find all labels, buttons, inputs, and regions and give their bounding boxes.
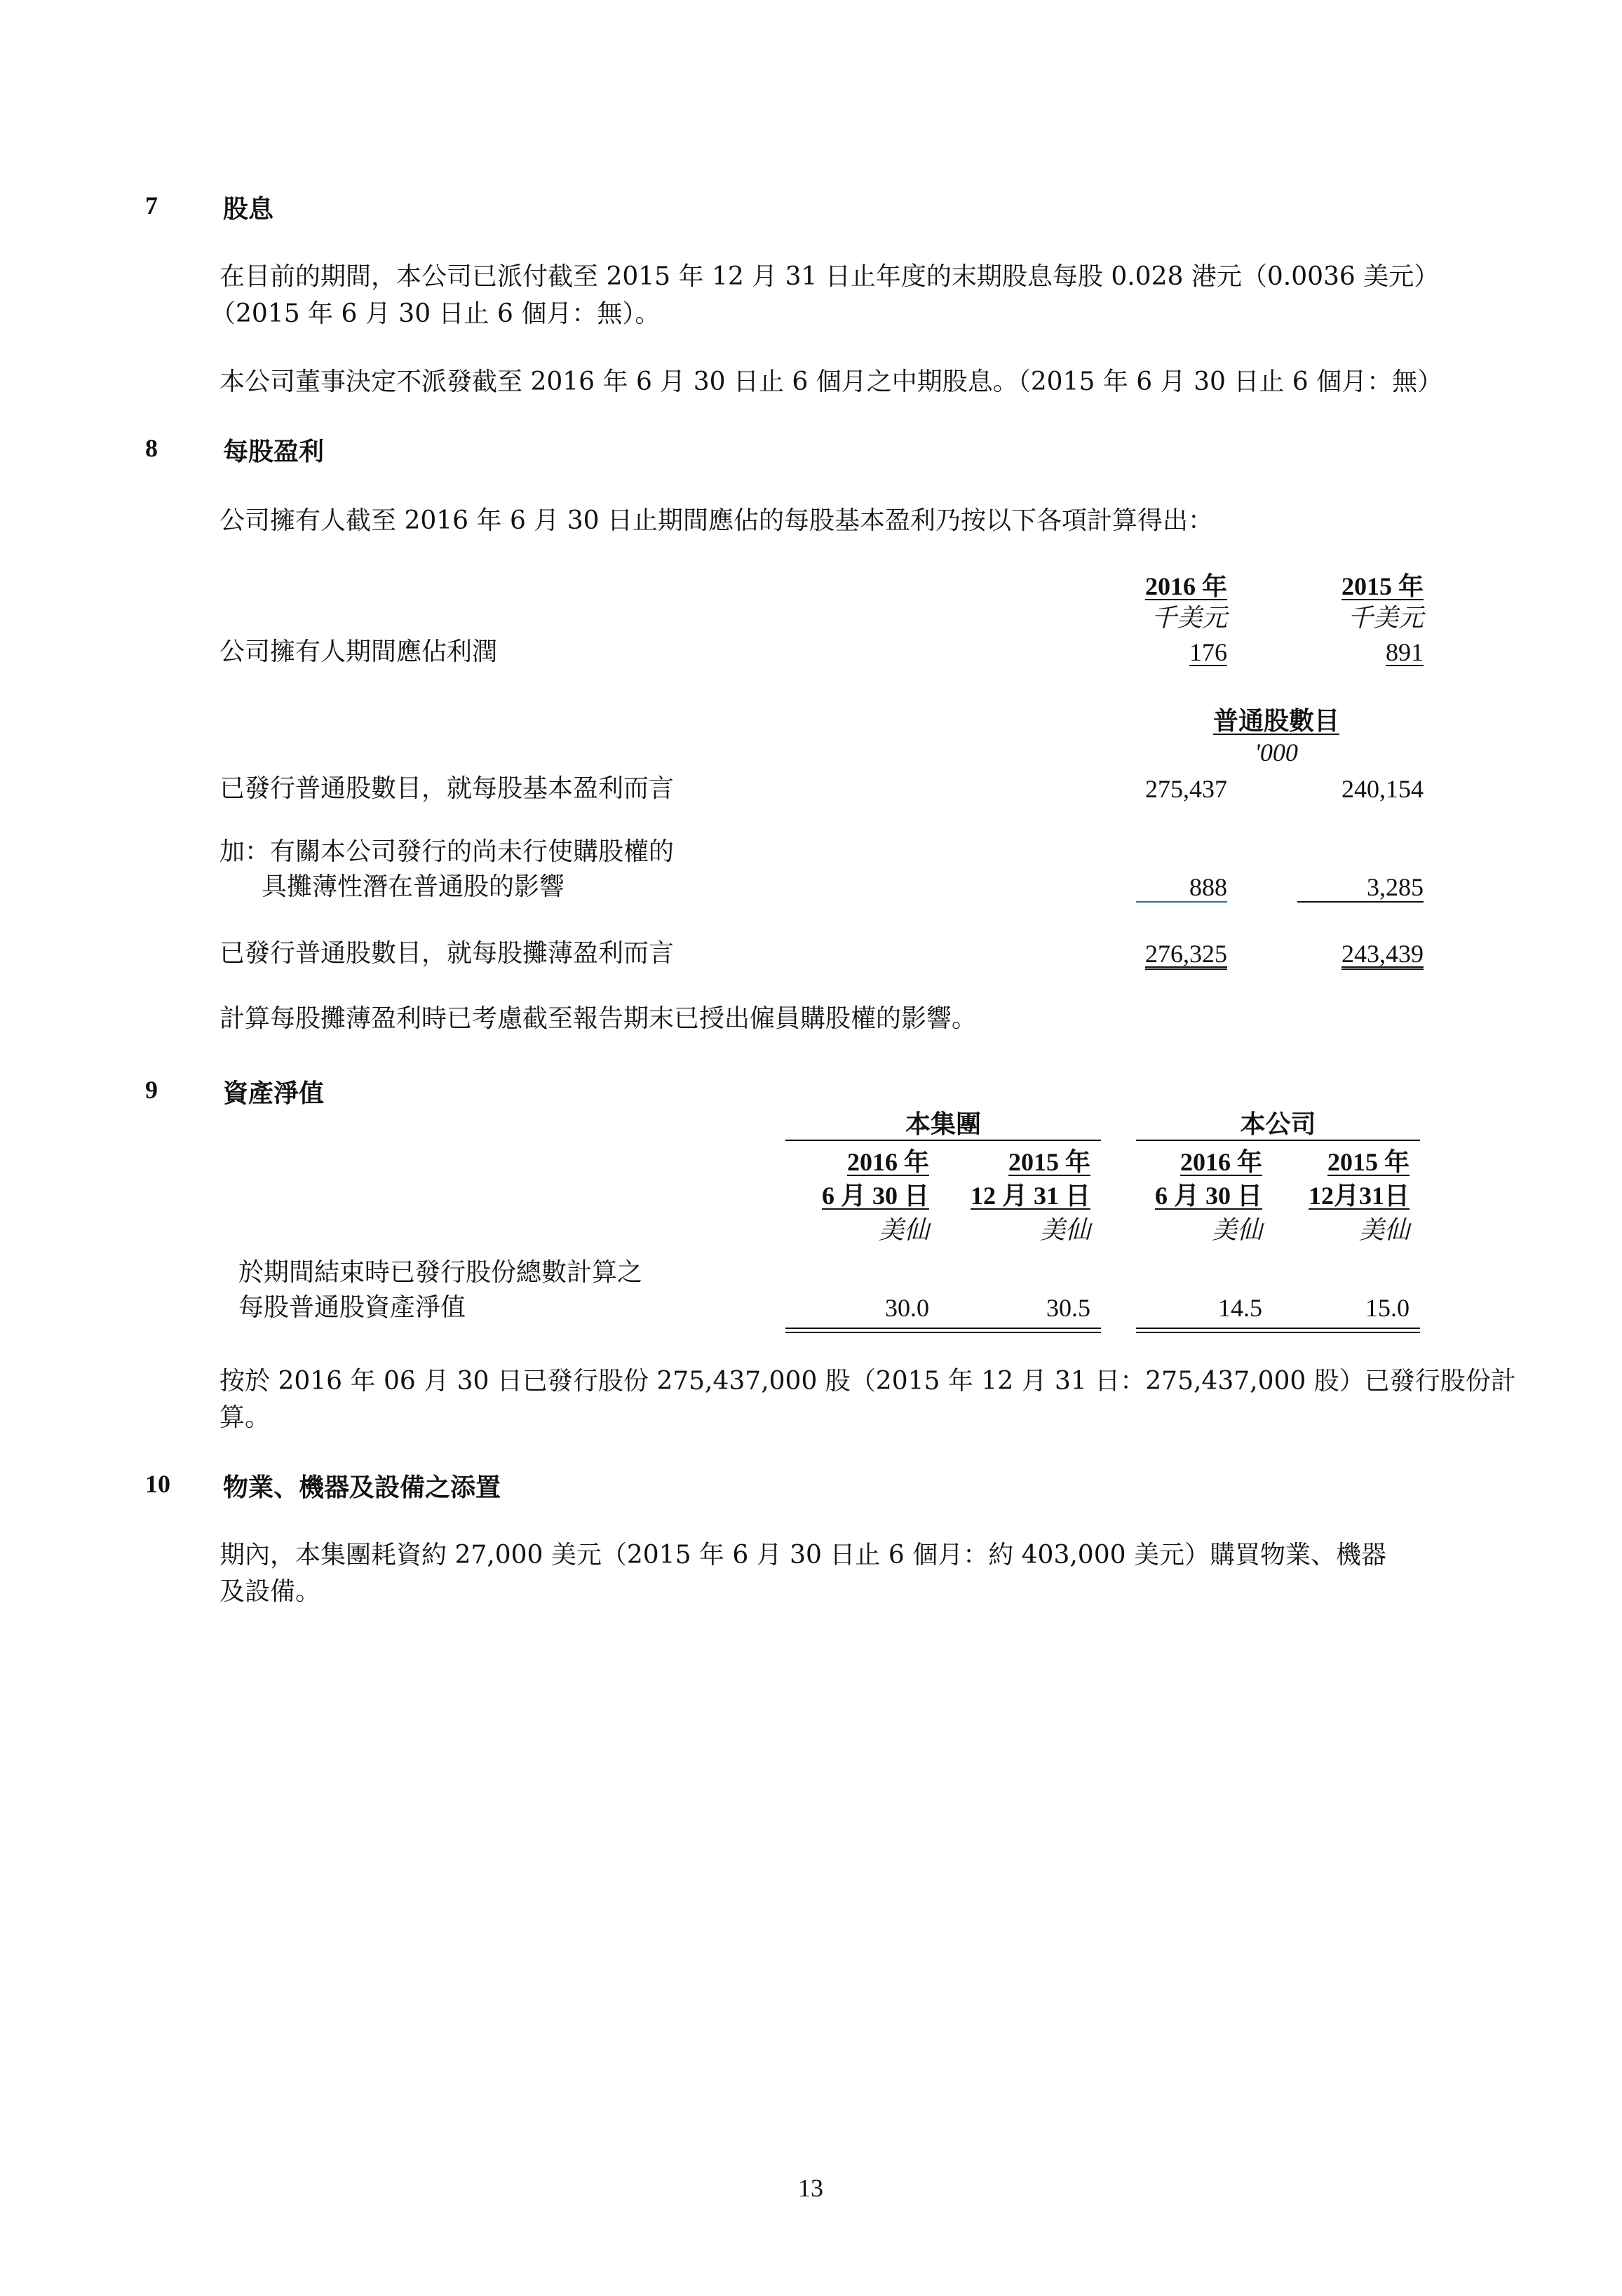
eps-col-2015-year: 2015 年 [1341,572,1424,600]
dilutive-effect-label-line-2: 具攤薄性潛在普通股的影響 [262,872,565,901]
section-8-title: 每股盈利 [223,437,325,466]
group-values-double-rule [785,1328,1101,1333]
basic-shares-2016: 275,437 [1145,775,1227,803]
basic-shares-2015: 240,154 [1341,775,1424,803]
eps-col-2016-unit: 千美元 [1151,604,1227,633]
shares-number-header: 普通股數目 [1212,706,1339,736]
section-7-paragraph-1-line-1: 在目前的期間，本公司已派付截至 2015 年 12 月 31 日止年度的末期股息每股 0.028 港元（0.0036 美元） [219,262,1440,291]
company-header-rule [1136,1140,1420,1141]
company-values-double-rule [1136,1328,1420,1333]
profit-2016-value: 176 [1189,638,1227,666]
section-7-title: 股息 [223,194,274,224]
nav-note-line-2: 算。 [219,1403,271,1432]
nav-col-2-date: 12 月 31 日 [970,1182,1090,1210]
section-7-paragraph-2: 本公司董事決定不派發截至 2016 年 6 月 30 日止 6 個月之中期股息。（2015 年 6 月 30 日止 6 個月：無） [219,367,1443,396]
section-8-number: 8 [145,434,158,462]
profit-2015-value: 891 [1386,638,1424,666]
nav-col-4-date: 12月31日 [1308,1182,1410,1210]
diluted-shares-2016: 276,325 [1145,940,1227,968]
dilutive-2015-underline [1297,901,1424,903]
section-10-number: 10 [145,1470,170,1498]
section-9-title: 資產淨值 [223,1079,325,1108]
nav-col-2-year: 2015 年 [1008,1148,1090,1176]
nav-col-4-year: 2015 年 [1327,1148,1410,1176]
dilutive-effect-2015: 3,285 [1367,873,1424,901]
diluted-eps-note: 計算每股攤薄盈利時已考慮截至報告期末已授出僱員購股權的影響。 [219,1004,978,1033]
nav-value-3: 14.5 [1218,1294,1262,1322]
page-number: 13 [798,2174,823,2202]
nav-col-2-unit: 美仙 [1039,1216,1090,1245]
section-10-title: 物業、機器及設備之添置 [223,1473,501,1502]
nav-col-3-date: 6 月 30 日 [1154,1182,1262,1210]
nav-row-label-line-2: 每股普通股資產淨值 [238,1293,466,1322]
section-7-paragraph-1-line-2: （2015 年 6 月 30 日止 6 個月：無）。 [210,299,661,328]
nav-note-line-1: 按於 2016 年 06 月 30 日已發行股份 275,437,000 股（2015 年 12 月 31 日：275,437,000 股）已發行股份計 [219,1367,1516,1396]
nav-row-label-line-1: 於期間結束時已發行股份總數計算之 [238,1258,643,1287]
company-header: 本公司 [1240,1109,1316,1139]
basic-shares-label: 已發行普通股數目，就每股基本盈利而言 [219,774,675,803]
group-header-rule [785,1140,1101,1141]
eps-col-2015-unit: 千美元 [1347,604,1424,633]
dilutive-effect-label-line-1: 加：有關本公司發行的尚未行使購股權的 [219,837,675,866]
section-9-number: 9 [145,1076,158,1104]
nav-col-3-year: 2016 年 [1180,1148,1262,1176]
nav-col-3-unit: 美仙 [1211,1216,1262,1245]
nav-value-4: 15.0 [1365,1294,1410,1322]
diluted-shares-label: 已發行普通股數目，就每股攤薄盈利而言 [219,939,675,968]
dilutive-2016-underline [1136,901,1227,903]
nav-col-1-unit: 美仙 [878,1216,929,1245]
section-10-paragraph-line-1: 期內，本集團耗資約 27,000 美元（2015 年 6 月 30 日止 6 個月：約 403,000 美元）購買物業、機器 [219,1541,1386,1569]
shares-unit: '000 [1255,738,1298,767]
group-header: 本集團 [905,1109,981,1139]
nav-col-1-date: 6 月 30 日 [821,1182,929,1210]
eps-col-2016-year: 2016 年 [1144,572,1227,600]
profit-attributable-label: 公司擁有人期間應佔利潤 [219,637,498,666]
section-10-paragraph-line-2: 及設備。 [219,1577,321,1606]
nav-value-1: 30.0 [885,1294,929,1322]
nav-col-1-year: 2016 年 [846,1148,929,1176]
nav-col-4-unit: 美仙 [1358,1216,1410,1245]
nav-value-2: 30.5 [1046,1294,1090,1322]
diluted-shares-2015: 243,439 [1341,940,1424,968]
section-8-intro: 公司擁有人截至 2016 年 6 月 30 日止期間應佔的每股基本盈利乃按以下各項計算得出： [219,506,1213,535]
section-7-number: 7 [145,191,158,220]
dilutive-effect-2016: 888 [1189,873,1227,901]
